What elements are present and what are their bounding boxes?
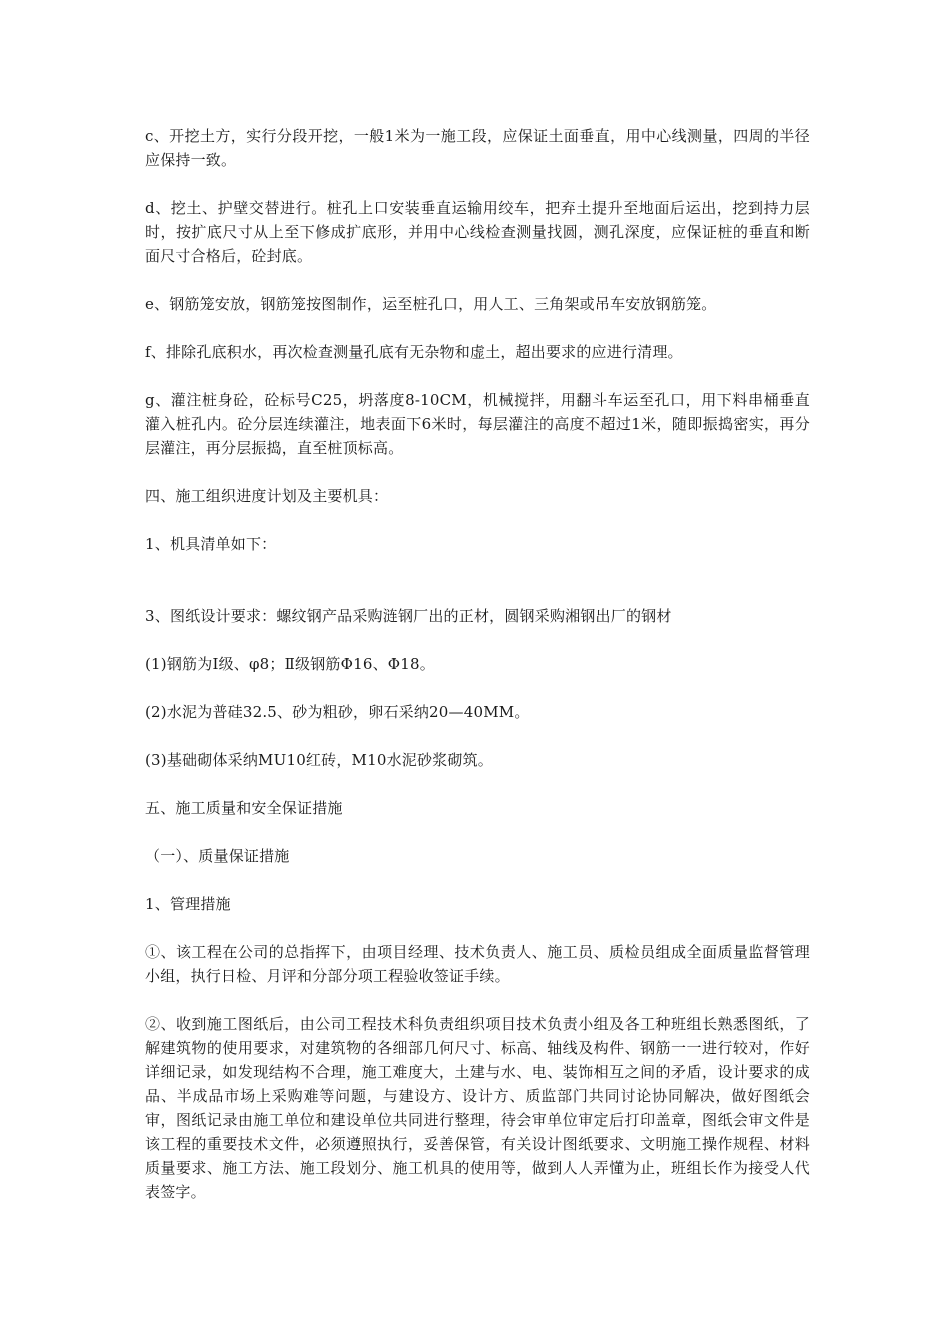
paragraph-step-g: g、灌注桩身砼，砼标号C25，坍落度8-10CM，机械搅拌，用翻斗车运至孔口，用下料串桶垂直灌入桩孔内。砼分层连续灌注，地表面下6米时，每层灌注的高度不超过1米，随即振捣密实，再分层灌注，再分层振捣，直至桩顶标高。 bbox=[145, 391, 810, 457]
section-heading-quality-safety: 五、施工质量和安全保证措施 bbox=[145, 799, 343, 817]
paragraph-masonry-spec: (3)基础砌体采纳MU10红砖，M10水泥砂浆砌筑。 bbox=[145, 751, 493, 769]
paragraph-drawing-requirements: 3、图纸设计要求：螺纹钢产品采购涟钢厂出的正材，圆钢采购湘钢出厂的钢材 bbox=[145, 607, 672, 625]
section-heading-schedule: 四、施工组织进度计划及主要机具： bbox=[145, 487, 389, 505]
paragraph-step-e: e、钢筋笼安放，钢筋笼按图制作，运至桩孔口，用人工、三角架或吊车安放钢筋笼。 bbox=[145, 295, 717, 313]
paragraph-equipment-list: 1、机具清单如下： bbox=[145, 535, 277, 553]
subheading-management-measures: 1、管理措施 bbox=[145, 895, 231, 913]
paragraph-step-f: f、排除孔底积水，再次检查测量孔底有无杂物和虚土，超出要求的应进行清理。 bbox=[145, 343, 683, 361]
paragraph-cement-spec: (2)水泥为普硅32.5、砂为粗砂，卵石采纳20—40MM。 bbox=[145, 703, 530, 721]
paragraph-step-c: c、开挖土方，实行分段开挖，一般1米为一施工段，应保证土面垂直，用中心线测量，四周的半径应保持一致。 bbox=[145, 127, 810, 169]
subheading-quality-measures: （一）、质量保证措施 bbox=[145, 847, 290, 865]
document-body bbox=[145, 124, 810, 1228]
paragraph-step-d: d、挖土、护壁交替进行。桩孔上口安装垂直运输用绞车，把弃土提升至地面后运出，挖到持力层时，按扩底尺寸从上至下修成扩底形，并用中心线检查测量找圆，测孔深度，应保证桩的垂直和断面尺寸合格后，砼封底。 bbox=[145, 199, 810, 265]
paragraph-rebar-spec: (1)钢筋为Ⅰ级、φ8；Ⅱ级钢筋Φ16、Φ18。 bbox=[145, 655, 435, 673]
paragraph-management-1: ①、该工程在公司的总指挥下，由项目经理、技术负责人、施工员、质检员组成全面质量监督管理小组，执行日检、月评和分部分项工程验收签证手续。 bbox=[145, 943, 810, 985]
paragraph-management-2: ②、收到施工图纸后，由公司工程技术科负责组织项目技术负责小组及各工种班组长熟悉图纸，了解建筑物的使用要求，对建筑物的各细部几何尺寸、标高、轴线及构件、钢筋一一进行较对，作好详细记录，如发现结构不合理，施工难度大，土建与水、电、装饰相互之间的矛盾，设计要求的成品、半成品市场上采购难等问题，与建设方、设计方、质监部门共同讨论协同解决，做好图纸会审，图纸记录由施工单位和建设单位共同进行整理，待会审单位审定后打印盖章，图纸会审文件是该工程的重要技术文件，必须遵照执行，妥善保管，有关设计图纸要求、文明施工操作规程、材料质量要求、施工方法、施工段划分、施工机具的使用等，做到人人弄懂为止，班组长作为接受人代表签字。 bbox=[145, 1015, 810, 1201]
